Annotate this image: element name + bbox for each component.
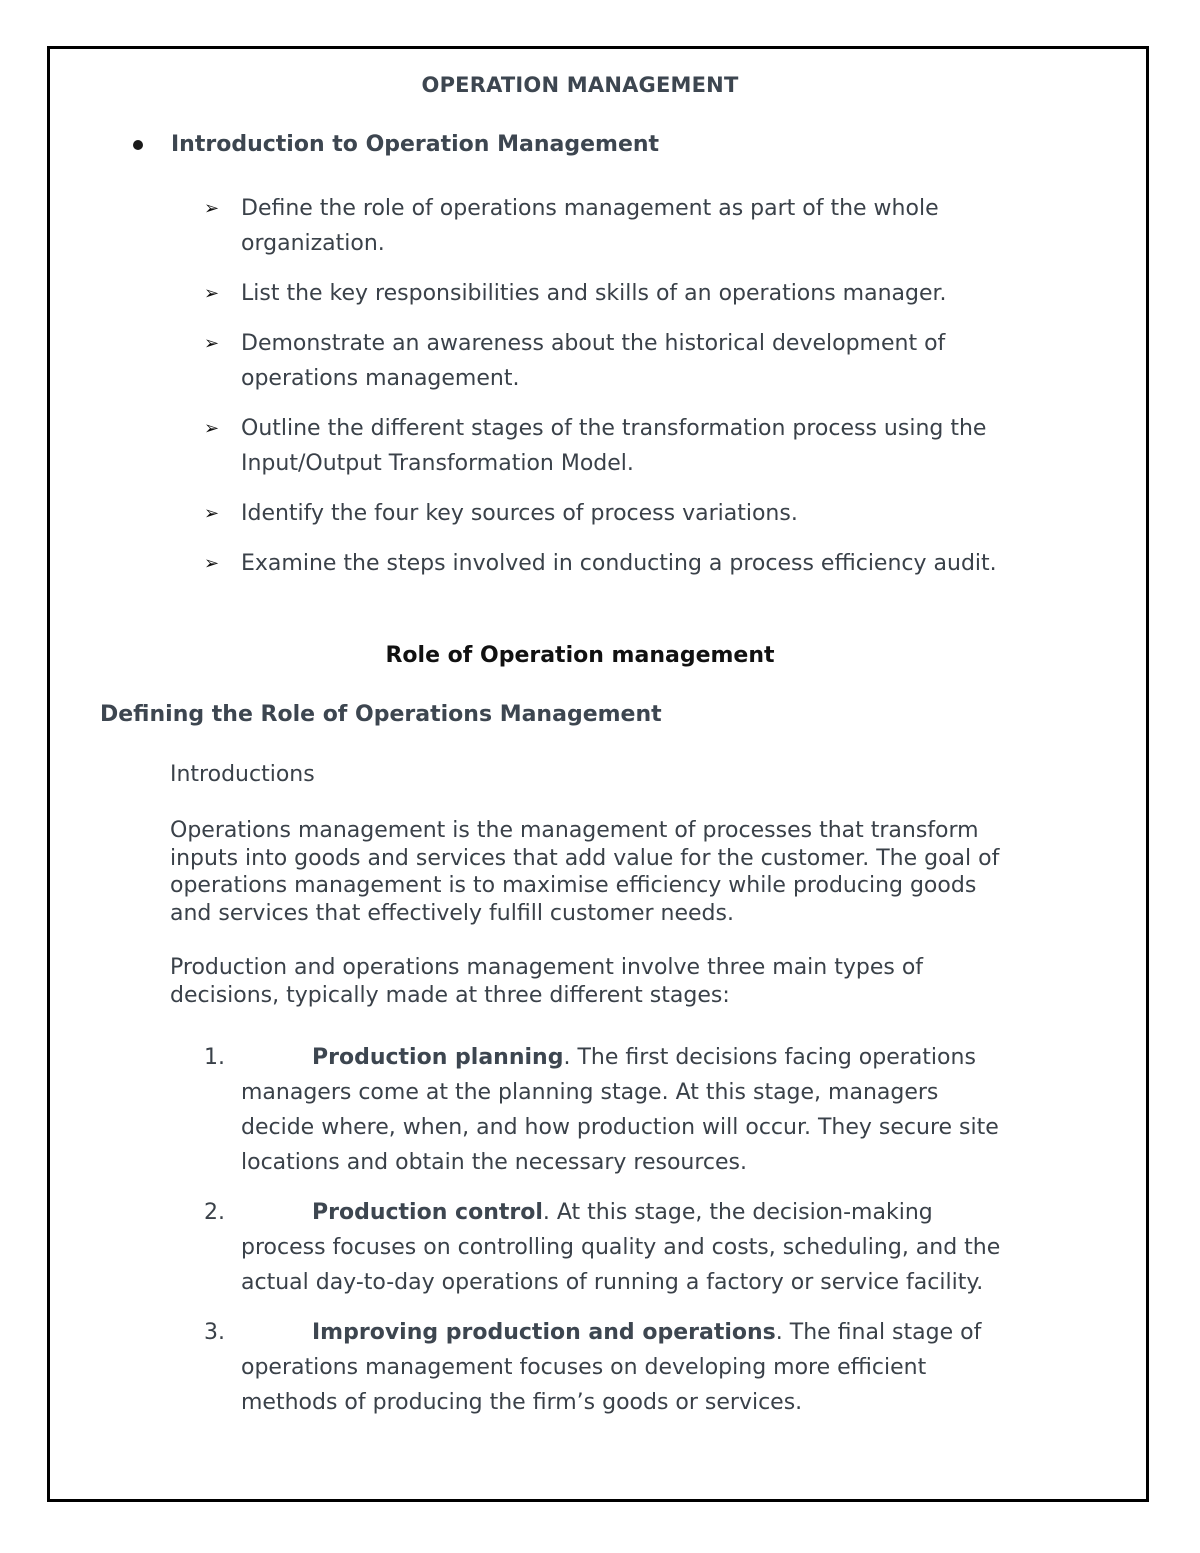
- stage-number: 1.: [204, 1045, 225, 1070]
- paragraph: Operations management is the management of processes that transform inputs into goods and services that add value for the customer. The goal of operations management is to maximise efficiency while producing goods and services that effectively fulfill customer needs.: [170, 818, 1000, 926]
- document-title: OPERATION MANAGEMENT: [421, 73, 739, 97]
- objective-text: Outline the different stages of the transformation process using the Input/Output Transformation Model.: [241, 416, 987, 476]
- stage-text: . The first decisions facing operations managers come at the planning stage. At this stage, managers decide where, when, and how production will occur. They secure site locations and obtain the necessary resources.: [241, 1045, 999, 1175]
- objectives-list: [204, 191, 1084, 596]
- objective-text: Identify the four key sources of process variations.: [241, 501, 798, 526]
- objective-text: List the key responsibilities and skills of an operations manager.: [241, 281, 947, 306]
- arrow-bullet-icon: ➢: [204, 333, 220, 354]
- stage-text: . At this stage, the decision-making process focuses on controlling quality and costs, scheduling, and the actual day-to-day operations of running a factory or service facility.: [241, 1200, 1001, 1295]
- objective-item: [204, 546, 1084, 581]
- introductions-label: Introductions: [170, 762, 315, 787]
- bullet-dot-icon: [133, 140, 143, 150]
- stage-number: 2.: [204, 1200, 225, 1225]
- objective-item: [204, 276, 1084, 311]
- objective-text: Demonstrate an awareness about the historical development of operations management.: [241, 331, 946, 391]
- section-subheading: Defining the Role of Operations Management: [100, 702, 662, 727]
- stages-list: [204, 1040, 1074, 1435]
- objective-item: [204, 496, 1084, 531]
- objective-item: [204, 411, 1084, 481]
- arrow-bullet-icon: ➢: [204, 503, 220, 524]
- objective-text: Examine the steps involved in conducting a process efficiency audit.: [241, 551, 997, 576]
- arrow-bullet-icon: ➢: [204, 283, 220, 304]
- intro-heading: Introduction to Operation Management: [171, 132, 660, 157]
- paragraph: Production and operations management involve three main types of decisions, typically made at three different stages:: [170, 955, 924, 1008]
- section-title: Role of Operation management: [385, 643, 775, 668]
- arrow-bullet-icon: ➢: [204, 198, 220, 219]
- stage-term: Production planning: [312, 1045, 564, 1070]
- objective-item: [204, 191, 1084, 261]
- stage-term: Production control: [312, 1200, 543, 1225]
- stage-item: [204, 1195, 1074, 1300]
- stage-text: . The final stage of operations management focuses on developing more efficient methods of producing the firm’s goods or services.: [241, 1320, 982, 1415]
- stage-item: [204, 1040, 1074, 1180]
- stage-number: 3.: [204, 1320, 225, 1345]
- arrow-bullet-icon: ➢: [204, 553, 220, 574]
- arrow-bullet-icon: ➢: [204, 418, 220, 439]
- objective-item: [204, 326, 1084, 396]
- objective-text: Define the role of operations management as part of the whole organization.: [241, 196, 939, 256]
- stage-item: [204, 1315, 1074, 1420]
- stage-term: Improving production and operations: [312, 1320, 776, 1345]
